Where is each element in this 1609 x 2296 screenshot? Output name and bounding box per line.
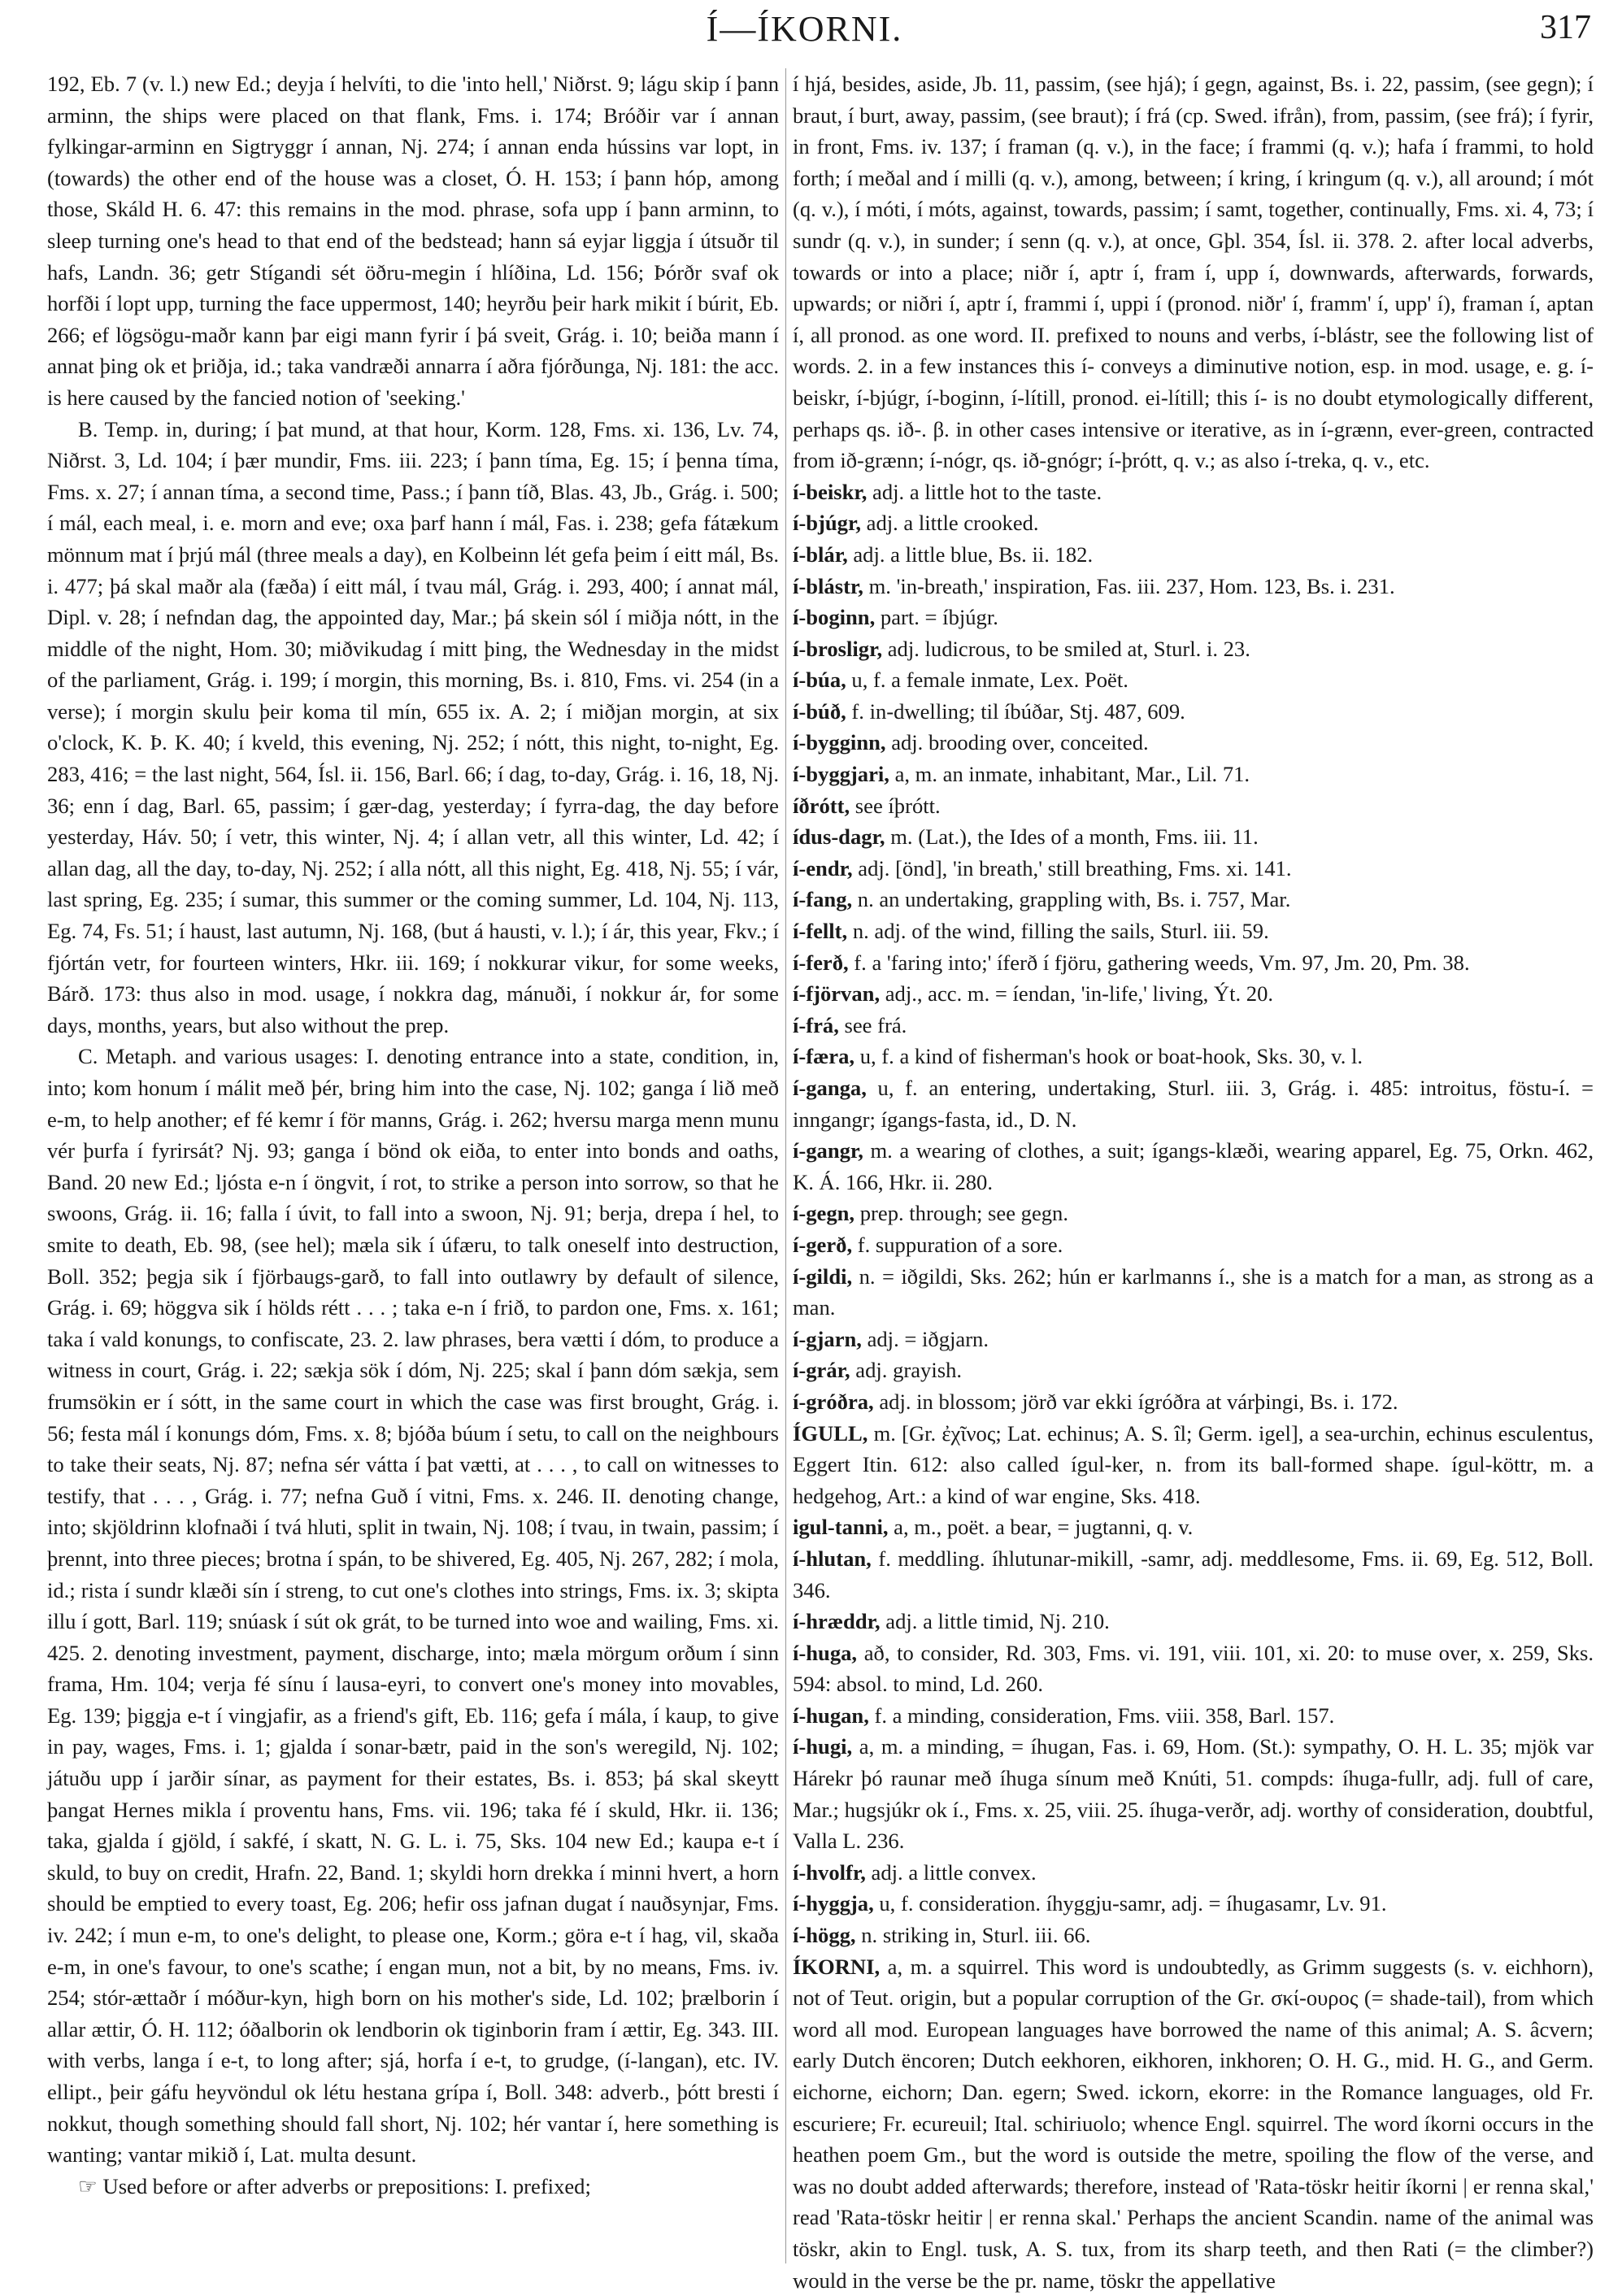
definition: f. a minding, consideration, Fms. viii. 358, Barl. 157. — [868, 1702, 1335, 1728]
dictionary-entry — [793, 759, 1594, 790]
dictionary-entry — [793, 1511, 1594, 1543]
definition: adj., acc. m. = íendan, 'in-life,' living, Ýt. 20. — [880, 981, 1274, 1007]
definition: m. a wearing of clothes, a suit; ígangs-klæði, wearing apparel, Eg. 75, Orkn. 462, K. Á. 166, Hkr. ii. 280. — [793, 1138, 1594, 1194]
paragraph-metaphorical: C. Metaph. and various usages: I. denoting entrance into a state, condition, in, into; kom honum í málit með þér, bring him into the case, Nj. 102; ganga í lið með e-m, to help another; ef fé kemr í för manns, Grág. i. 262; hversu marga menn munu vér þurfa í fyrirsát? Nj. 93; ganga í bönd ok eiða, to enter into bonds and oaths, Band. 20 new Ed.; ljósta e-n í öngvit, í rot, to strike a person into sorrow, so that he swoons, Grág. ii. 16; falla í úvit, to fall into a swoon, Nj. 91; berja, drepa í hel, to smite to death, Eb. 98, (see hel); mæla sik í úfæru, to talk oneself into destruction, Boll. 352; þegja sik í fjörbaugs-garð, to fall into outlawry by default of silence, Grág. i. 69; höggva sik í hölds rétt . . . ; taka e-n í frið, to pardon one, Fms. x. 161; taka í vald konungs, to confiscate, 23. 2. law phrases, bera vætti í dóm, to produce a witness in court, Grág. i. 22; sækja sök í dóm, Nj. 225; skal í þann dóm sækja, sem frumsökin er í sótt, in the same court in which the case was first brought, Grág. i. 56; festa mál í konungs dóm, Fms. x. 8; bjóða búum í setu, to call on the neighbours to take their seats, Nj. 87; nefna sér vátta í þat vætti, at . . . , to call on witnesses to testify, that . . . , Grág. i. 77; nefna Guð í vitni, Fms. x. 246. II. denoting change, into; skjöldrinn klofnaði í tvá hluti, split in twain, Nj. 108; í tvau, in twain, passim; í þrennt, into three pieces; brotna í spán, to be shivered, Eg. 405, Nj. 267, 282; í mola, id.; rista í sundr klæði sín í streng, to cut one's clothes into strings, Fms. ix. 3; skipta illu í gott, Barl. 119; snúask í sút ok grát, to be turned into woe and wailing, Fms. xi. 425. 2. denoting investment, payment, discharge, into; mæla mörgum orðum í sinn frama, Hm. 104; verja fé sínu í lausa-eyri, to convert one's money into movables, Eg. 139; þiggja e-t í vingjafir, as a friend's gift, Eb. 116; gefa í mála, í kaup, to give in pay, wages, Fms. i. 1; gjalda í sonar-bætr, paid in the son's weregild, Nj. 102; játuðu upp í jarðir sínar, as payment for their estates, Bs. i. 853; þá skal skeytt þangat Hernes mikla í proventu hans, Fms. vii. 196; taka fé í skuld, Hkr. ii. 136; taka, gjalda í gjöld, í sakfé, í skatt, N. G. L. i. 75, Sks. 104 new Ed.; kaupa e-t í skuld, to buy on credit, Hrafn. 22, Band. 1; skyldi horn drekka í minni hvert, a horn should be emptied to every toast, Eg. 206; hefir oss jafnan dugat í nauðsynjar, Fms. iv. 242; í mun e-m, to one's delight, to please one, Korm.; göra e-t í hag, vil, skaða e-m, in one's favour, to one's scathe; í engan mun, not a bit, by no means, Fms. iv. 254; stór-ættaðr í móður-kyn, high born on his mother's side, Ld. 102; þrælborin í allar ættir, Ó. H. 112; óðalborin ok lendborin ok tiginborin fram í ættir, Eg. 343. III. with verbs, langa í e-t, to long after; sjá, horfa í e-t, to grudge, (í-langan), etc. IV. ellipt., þeir gáfu heyvöndul ok létu hestana grípa í, Boll. 348: adverb., þótt bresti í nokkut, though something should fall short, Nj. 102; hér vantar í, here something is wanting; vantar mikið í, Lat. multa desunt. — [47, 1044, 779, 2168]
definition: adj. a little convex. — [865, 1859, 1037, 1885]
dictionary-entry — [793, 947, 1594, 979]
headword: í-búa, — [793, 667, 846, 693]
dictionary-entry — [793, 1229, 1594, 1261]
definition: f. meddling. íhlutunar-mikill, -samr, adj. meddlesome, Fms. ii. 69, Eg. 512, Boll. 346. — [793, 1546, 1594, 1602]
headword: í-grár, — [793, 1358, 850, 1383]
dictionary-entry — [793, 853, 1594, 885]
headword: í-ganga, — [793, 1076, 867, 1100]
headword: í-högg, — [793, 1923, 856, 1948]
headword: í-gangr, — [793, 1138, 863, 1163]
headword: í-gjarn, — [793, 1326, 862, 1351]
dictionary-entry — [793, 1135, 1594, 1198]
definition: adj. grayish. — [850, 1358, 963, 1383]
definition: see íþrótt. — [850, 793, 941, 818]
definition: f. in-dwelling; til íbúðar, Stj. 487, 609. — [846, 698, 1185, 724]
page-header — [0, 8, 1609, 57]
headword: í-bygginn, — [793, 730, 886, 755]
dictionary-entry — [793, 915, 1594, 947]
dictionary-entry — [793, 1010, 1594, 1041]
definition: adj. brooding over, conceited. — [885, 730, 1149, 755]
paragraph-usage-note: ☞ Used before or after adverbs or prepositions: I. prefixed; — [78, 2173, 591, 2198]
definition: u, f. a female inmate, Lex. Poët. — [846, 667, 1128, 693]
dictionary-entry — [793, 1355, 1594, 1386]
definition: f. suppuration of a sore. — [852, 1232, 1063, 1257]
definition: prep. through; see gegn. — [855, 1201, 1069, 1226]
headword: í-hlutan, — [793, 1546, 872, 1571]
dictionary-entry — [793, 727, 1594, 759]
dictionary-entry — [793, 1324, 1594, 1355]
dictionary-entry — [793, 978, 1594, 1010]
definition: a, m. a minding, = íhugan, Fas. i. 69, Hom. (St.): sympathy, O. H. L. 35; mjök var Hárekr þó raunar með íhuga sínum með Knúti, 51. compds: íhuga-fullr, adj. full of care, Mar.; hugsjúkr ok í., Fms. x. 25, viii. 25. íhuga-verðr, adj. worthy of consideration, doubtful, Valla L. 236. — [793, 1734, 1594, 1854]
definition: a, m. an inmate, inhabitant, Mar., Lil. 71. — [889, 762, 1250, 787]
headword: í-hyggja, — [793, 1891, 874, 1916]
headword: í-hræddr, — [793, 1609, 881, 1634]
dictionary-entry — [793, 1386, 1594, 1418]
headword: í-huga, — [793, 1640, 858, 1665]
headword: í-fang, — [793, 887, 853, 912]
dictionary-entry — [793, 1857, 1594, 1889]
headword: ÍGULL, — [793, 1420, 868, 1446]
definition: adj. [önd], 'in breath,' still breathing, Fms. xi. 141. — [852, 855, 1292, 881]
dictionary-entry — [793, 1700, 1594, 1732]
headword: í-hugi, — [793, 1734, 853, 1759]
right-column — [793, 68, 1594, 2296]
dictionary-entry — [793, 539, 1594, 571]
definition: u, f. consideration. íhyggju-samr, adj. = íhugasamr, Lv. 91. — [873, 1891, 1387, 1916]
paragraph-continuation: í hjá, besides, aside, Jb. 11, passim, (see hjá); í gegn, against, Bs. i. 22, passim, (see gegn); í braut, í burt, away, passim, (see braut); í frá (cp. Swed. ifrån), from, passim, (see frá); í fyrir, in front, Fms. iv. 137; í framan (q. v.), in the face; í frammi (q. v.); hafa í frammi, to hold forth; í meðal and í milli (q. v.), among, between; í kring, í kringum (q. v.), all around; í mót (q. v.), í móti, í móts, against, towards, passim; í samt, together, continually, Fms. xi. 4, 73; í sundr (q. v.), in sunder; í senn (q. v.), at once, Gþl. 354, Ísl. ii. 378. 2. after local adverbs, towards or into a place; niðr í, aptr í, fram í, upp í, downwards, afterwards, forwards, upwards; or niðri í, aptr í, frammi í, uppi í (pronod. niðr' í, framm' í, upp' í), framan í, aptan í, all pronod. as one word. II. prefixed to nouns and verbs, í-blástr, see the following list of words. 2. in a few instances this í- conveys a diminutive notion, esp. in mod. usage, e. g. í-beiskr, í-bjúgr, í-boginn, í-lítill, pronod. ei-lítill; this í- is no doubt etymologically different, perhaps qs. ið-. β. in other cases intensive or iterative, as in í-grænn, ever-green, contracted from ið-grænn; í-nógr, qs. ið-gnógr; í-þrótt, q. v.; as also í-treka, q. v., etc. — [793, 72, 1594, 473]
dictionary-entry — [793, 696, 1594, 728]
definition: u, f. an entering, undertaking, Sturl. iii. 3, Grág. i. 485: introitus, föstu-í. = inngangr; ígangs-fasta, id., D. N. — [793, 1076, 1594, 1132]
dictionary-entry — [793, 790, 1594, 822]
definition: a, m. a squirrel. This word is undoubtedly, as Grimm suggests (s. v. eichhorn), not of Teut. origin, but a popular corruption of the Gr. σκί-ουρος (= shade-tail), from which word all mod. European languages have borrowed the name of this animal; A. S. âcvern; early Dutch ëncoren; Dutch eekhoren, eikhoren, inkhoren; O. H. G., mid. H. G., and Germ. eichorne, eichorn; Dan. egern; Swed. ickorn, ekorre: in the Romance languages, old Fr. escuriere; Fr. ecureuil; Ital. schiriuolo; whence Engl. squirrel. The word íkorni occurs in the heathen poem Gm., but the word is outside the metre, spoiling the flow of the verse, and was no doubt added afterwards; therefore, instead of 'Rata-töskr heitir íkorni | er renna skal,' read 'Rata-töskr heitir | er renna skal.' Perhaps the ancient Scandin. name of the animal was töskr, akin to Engl. tusk, A. S. tux, from its sharp teeth, and then Rati (= the climber?) would in the verse be the pr. name, töskr the appellative — [793, 1954, 1594, 2293]
headword: í-beiskr, — [793, 479, 868, 504]
dictionary-entry — [793, 1041, 1594, 1072]
headword: ídus-dagr, — [793, 824, 885, 850]
headword: í-gróðra, — [793, 1389, 874, 1414]
headword: íðrótt, — [793, 793, 850, 818]
headword: í-gildi, — [793, 1263, 853, 1289]
dictionary-entry — [793, 571, 1594, 602]
entry-list — [793, 476, 1594, 2296]
headword: í-blástr, — [793, 573, 863, 598]
left-column — [47, 68, 779, 2202]
definition: adj. a little blue, Bs. ii. 182. — [847, 541, 1094, 567]
headword: í-hugan, — [793, 1702, 869, 1728]
dictionary-entry — [793, 1198, 1594, 1229]
dictionary-entry — [793, 664, 1594, 696]
dictionary-entry — [793, 1731, 1594, 1856]
headword: í-hvolfr, — [793, 1859, 866, 1885]
dictionary-entry — [793, 1920, 1594, 1951]
definition: m. [Gr. ἐχῖνος; Lat. echinus; A. S. îl; Germ. igel], a sea-urchin, echinus esculentus, Eggert Itin. 612: also called ígul-ker, n. from its ball-formed shape. ígul-köttr, m. a hedgehog, Art.: a kind of war engine, Sks. 418. — [793, 1420, 1594, 1508]
headword: í-brosligr, — [793, 636, 883, 661]
definition: m. 'in-breath,' inspiration, Fas. iii. 237, Hom. 123, Bs. i. 231. — [863, 573, 1395, 598]
page-title: Í—ÍKORNI. — [706, 9, 903, 49]
dictionary-entry — [793, 476, 1594, 508]
definition: n. = iðgildi, Sks. 262; hún er karlmanns í., she is a match for a man, as strong as a man. — [793, 1263, 1594, 1320]
definition: a, m., poët. a bear, = jugtanni, q. v. — [888, 1515, 1194, 1540]
definition: að, to consider, Rd. 303, Fms. vi. 191, viii. 101, xi. 20: to muse over, x. 259, Sks. 594: absol. to mind, Ld. 260. — [793, 1640, 1594, 1697]
definition: adj. a little timid, Nj. 210. — [880, 1609, 1110, 1634]
dictionary-entry — [793, 821, 1594, 853]
dictionary-entry — [793, 507, 1594, 539]
dictionary-entry — [793, 1606, 1594, 1637]
dictionary-entry — [793, 1951, 1594, 2296]
definition: part. = íbjúgr. — [875, 605, 998, 630]
definition: f. a 'faring into;' íferð í fjöru, gathering weeds, Vm. 97, Jm. 20, Pm. 38. — [848, 950, 1470, 975]
headword: í-ferð, — [793, 950, 849, 975]
definition: adj. = iðgjarn. — [861, 1326, 989, 1351]
dictionary-entry — [793, 1888, 1594, 1920]
headword: igul-tanni, — [793, 1515, 889, 1540]
definition: n. striking in, Sturl. iii. 66. — [855, 1923, 1091, 1948]
headword: í-færa, — [793, 1044, 855, 1069]
headword: ÍKORNI, — [793, 1954, 881, 1979]
headword: í-fellt, — [793, 919, 848, 944]
paragraph-temporal: B. Temp. in, during; í þat mund, at that hour, Korm. 128, Fms. xi. 136, Lv. 74, Niðrst. 3, Ld. 104; í þær mundir, Fms. iii. 223; í þann tíma, Eg. 15; í þenna tíma, Fms. x. 27; í annan tíma, a second time, Pass.; í þann tíð, Blas. 43, Jb., Grág. i. 500; í mál, each meal, i. e. morn and eve; oxa þarf hann í mál, Fas. i. 238; gefa fátækum mönnum mat í þrjú mál (three meals a day), en Kolbeinn lét gefa þeim í eitt mál, Bs. i. 477; þá skal maðr ala (fæða) í eitt mál, í tvau mál, Grág. i. 293, 400; í annat mál, Dipl. v. 28; í nefndan dag, the appointed day, Mar.; þá skein sól í miðja nótt, in the middle of the night, Hom. 30; miðvikudag í mitt þing, the Wednesday in the midst of the parliament, Grág. i. 199; í morgin, this morning, Bs. i. 810, Fms. vi. 254 (in a verse); í morgin skulu þeir koma til mín, 655 ix. A. 2; í miðjan morgin, at six o'clock, K. Þ. K. 40; í kveld, this evening, Nj. 252; í nótt, this night, to-night, Eg. 283, 416; = the last night, 564, Ísl. ii. 156, Barl. 66; í dag, to-day, Grág. i. 16, 18, Nj. 36; enn í dag, Barl. 65, passim; í gær-dag, yesterday; í fyrra-dag, the day before yesterday, Háv. 50; í vetr, this winter, Nj. 4; í allan vetr, all this winter, Ld. 42; í allan dag, all the day, to-day, Nj. 252; í alla nótt, all this night, Eg. 418, Nj. 55; í vár, last spring, Eg. 235; í sumar, this summer or the coming summer, Ld. 104, Nj. 113, Eg. 74, Fs. 51; í haust, last autumn, Nj. 168, (but á hausti, v. l.); í ár, this year, Fkv.; í fjórtán vetr, for fourteen winters, Hkr. iii. 169; í nokkurar vikur, for some weeks, Bárð. 173: thus also in mod. usage, í nokkra dag, mánuði, í nokkur ár, for some days, months, years, but also without the prep. — [47, 416, 779, 1037]
headword: í-blár, — [793, 541, 848, 567]
headword: í-byggjari, — [793, 762, 889, 787]
definition: n. adj. of the wind, filling the sails, Sturl. iii. 59. — [847, 919, 1269, 944]
headword: í-gegn, — [793, 1201, 855, 1226]
headword: í-boginn, — [793, 605, 876, 630]
headword: í-endr, — [793, 855, 853, 881]
definition: u, f. a kind of fisherman's hook or boat-hook, Sks. 30, v. l. — [855, 1044, 1363, 1069]
page-number: 317 — [1540, 9, 1591, 46]
definition: adj. in blossom; jörð var ekki ígróðra at várþingi, Bs. i. 172. — [873, 1389, 1398, 1414]
dictionary-entry — [793, 884, 1594, 915]
dictionary-entry — [793, 602, 1594, 633]
definition: adj. a little crooked. — [861, 511, 1039, 536]
paragraph: 192, Eb. 7 (v. l.) new Ed.; deyja í helvíti, to die 'into hell,' Niðrst. 9; lágu skip í þann arminn, the ships were placed on that flank, Fms. i. 174; Bróðir var í annan fylkingar-arminn en Sigtryggr í annan, Nj. 274; í annan enda hússins var lopt, in (towards) the other end of the house was a closet, Ó. H. 153; í þann hóp, among those, Skáld H. 6. 47: this remains in the mod. phrase, sofa upp í þann arminn, to sleep turning one's head to that end of the bedstead; hann sá eyjar liggja í útsuðr til hafs, Landn. 36; getr Stígandi sét öðru-megin í hlíðina, Ld. 156; Þórðr svaf ok horfði í lopt upp, turning the face uppermost, 140; heyrðu þeir hark mikit í búrit, Eb. 266; ef lögsögu-maðr kann þar eigi mann fyrir í þá sveit, Grág. i. 10; beiða mann í annat þing ok et þriðja, id.; taka vandræði annarra í aðra fjórðunga, Nj. 181: the acc. is here caused by the fancied notion of 'seeking.' — [47, 72, 779, 410]
dictionary-entry — [793, 1637, 1594, 1700]
definition: adj. a little hot to the taste. — [867, 479, 1102, 504]
headword: í-búð, — [793, 698, 846, 724]
headword: í-fjörvan, — [793, 981, 881, 1007]
dictionary-entry — [793, 633, 1594, 665]
dictionary-entry — [793, 1418, 1594, 1512]
headword: í-gerð, — [793, 1232, 853, 1257]
dictionary-entry — [793, 1261, 1594, 1324]
column-divider — [785, 68, 786, 2263]
dictionary-entry — [793, 1543, 1594, 1606]
definition: see frá. — [838, 1012, 907, 1037]
definition: n. an undertaking, grappling with, Bs. i. 757, Mar. — [852, 887, 1291, 912]
headword: í-bjúgr, — [793, 511, 861, 536]
dictionary-entry — [793, 1072, 1594, 1135]
definition: m. (Lat.), the Ides of a month, Fms. iii. 11. — [885, 824, 1259, 850]
definition: adj. ludicrous, to be smiled at, Sturl. i. 23. — [882, 636, 1250, 661]
headword: í-frá, — [793, 1012, 839, 1037]
